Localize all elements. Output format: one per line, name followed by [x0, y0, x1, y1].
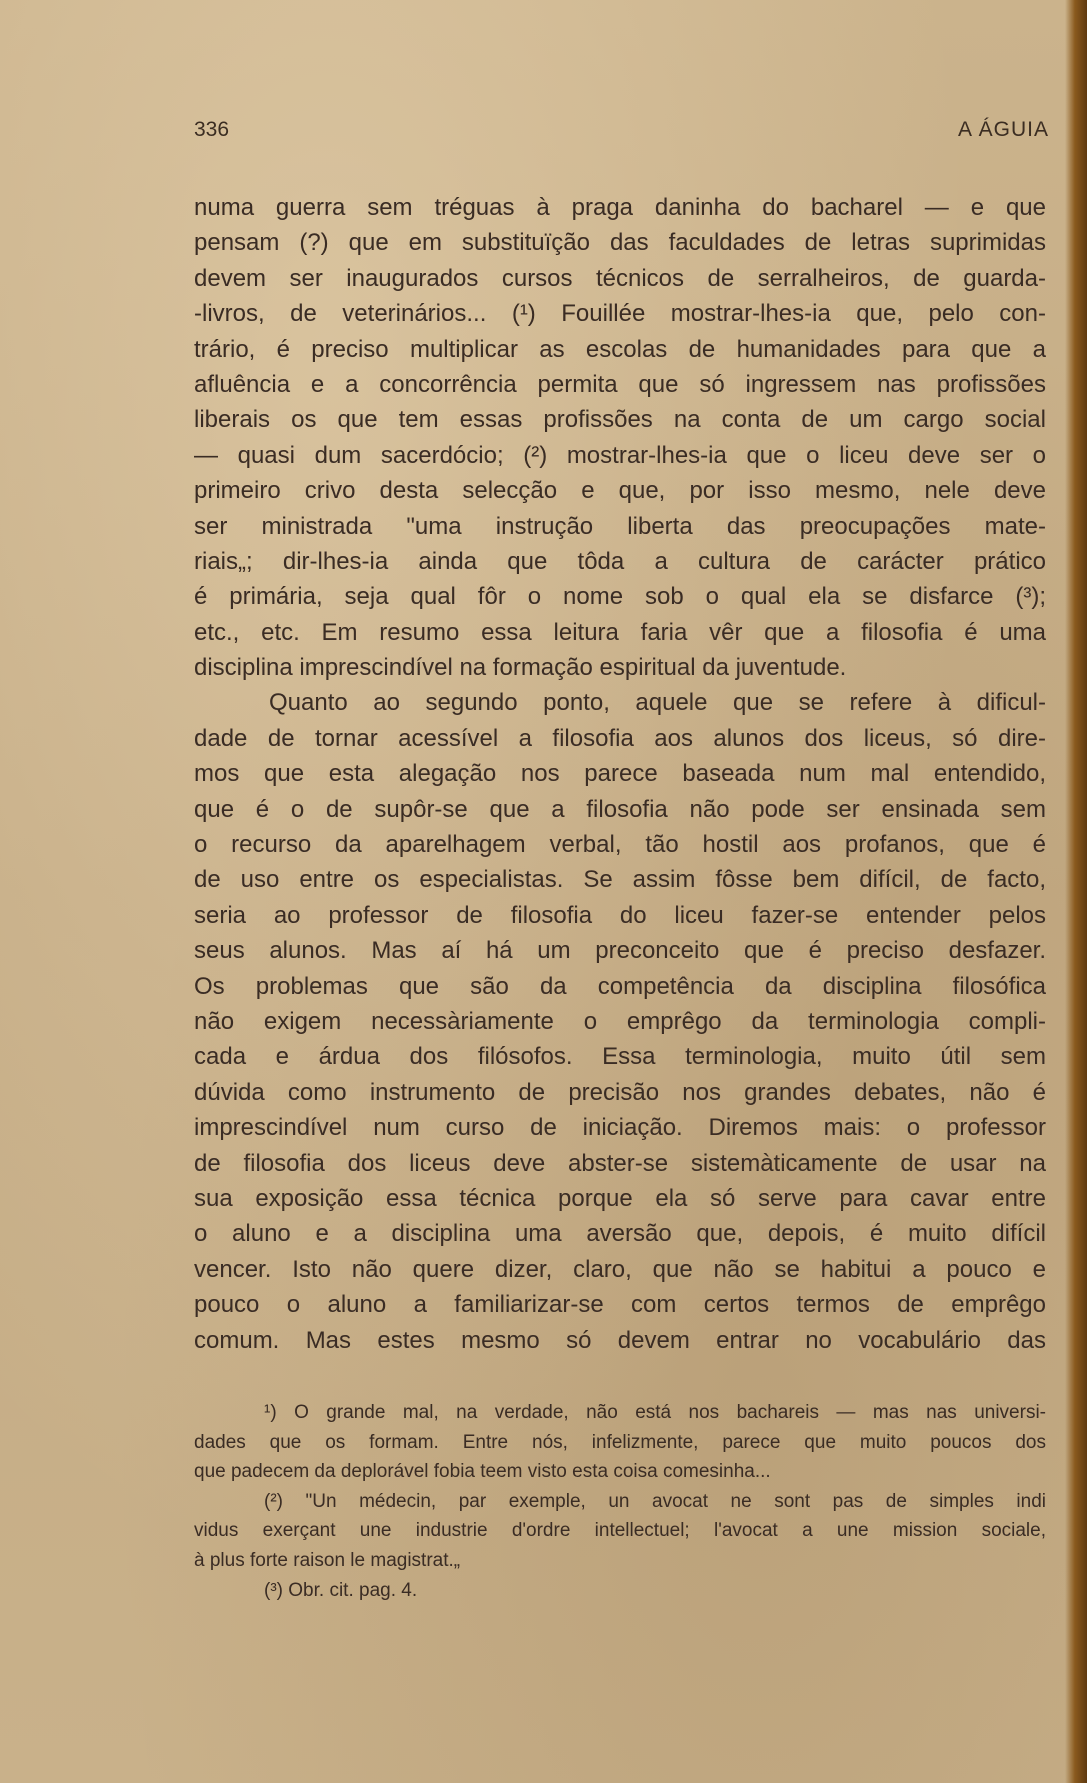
text-line: de uso entre os especialistas. Se assim fôsse bem difícil, de facto, [194, 866, 1046, 894]
text-line: mos que esta alegação nos parece baseada num mal entendido, [194, 760, 1046, 788]
text-line: é primária, seja qual fôr o nome sob o qual ela se disfarce (³); [194, 583, 1046, 611]
page-edge [1065, 0, 1087, 1783]
text-line: pensam (?) que em substituïção das faculdades de letras suprimidas [194, 229, 1046, 257]
running-title: A ÁGUIA [957, 118, 1049, 141]
text-line: o recurso da aparelhagem verbal, tão hostil aos profanos, que é [194, 831, 1046, 859]
page-header [194, 118, 1049, 148]
text-line: imprescindível num curso de iniciação. Diremos mais: o professor [194, 1114, 1046, 1142]
footnote-line: (³) Obr. cit. pag. 4. [264, 1579, 418, 1601]
footnote-line: (²) "Un médecin, par exemple, un avocat ne sont pas de simples indi [264, 1490, 1046, 1512]
text-line: — quasi dum sacerdócio; (²) mostrar-lhes-ia que o liceu deve ser o [194, 441, 1046, 469]
text-line: disciplina imprescindível na formação espiritual da juventude. [194, 654, 847, 682]
text-line: dúvida como instrumento de precisão nos grandes debates, não é [194, 1078, 1046, 1106]
footnotes [194, 1398, 1046, 1605]
page-number: 336 [194, 118, 230, 141]
text-line: não exigem necessàriamente o emprêgo da terminologia compli- [194, 1007, 1046, 1035]
text-line: afluência e a concorrência permita que só ingressem nas profissões [194, 370, 1046, 398]
text-line: Quanto ao segundo ponto, aquele que se refere à dificul- [269, 689, 1046, 717]
text-line: numa guerra sem tréguas à praga daninha do bacharel — e que [194, 194, 1046, 221]
text-line: -livros, de veterinários... (¹) Fouillée mostrar-lhes-ia que, pelo con- [194, 300, 1046, 328]
text-line: dade de tornar acessível a filosofia aos alunos dos liceus, só dire- [194, 724, 1046, 752]
footnote-line: dades que os formam. Entre nós, infelizmente, parece que muito poucos dos [194, 1431, 1046, 1453]
text-line: seria ao professor de filosofia do liceu fazer-se entender pelos [194, 901, 1046, 929]
text-line: ser ministrada "uma instrução liberta das preocupações mate- [194, 512, 1046, 540]
text-line: pouco o aluno a familiarizar-se com certos termos de emprêgo [194, 1291, 1046, 1319]
text-line: comum. Mas estes mesmo só devem entrar no vocabulário das [194, 1326, 1046, 1354]
text-line: vencer. Isto não quere dizer, claro, que não se habitui a pouco e [194, 1255, 1046, 1283]
footnote-line: vidus exerçant une industrie d'ordre intellectuel; l'avocat a une mission sociale, [194, 1520, 1046, 1542]
text-line: liberais os que tem essas profissões na conta de um cargo social [194, 406, 1046, 434]
text-line: cada e árdua dos filósofos. Essa terminologia, muito útil sem [194, 1043, 1046, 1071]
text-line: o aluno e a disciplina uma aversão que, depois, é muito difícil [194, 1220, 1046, 1248]
text-line: sua exposição essa técnica porque ela só serve para cavar entre [194, 1184, 1046, 1212]
text-line: primeiro crivo desta selecção e que, por isso mesmo, nele deve [194, 477, 1046, 505]
text-line: que é o de supôr-se que a filosofia não pode ser ensinada sem [194, 795, 1046, 823]
text-line: de filosofia dos liceus deve abster-se sistemàticamente de usar na [194, 1149, 1046, 1177]
body-text [194, 190, 1046, 1358]
text-line: trário, é preciso multiplicar as escolas de humanidades para que a [194, 335, 1046, 363]
text-line: Os problemas que são da competência da disciplina filosófica [194, 972, 1046, 1000]
footnote-line: ¹) O grande mal, na verdade, não está nos bachareis — mas nas universi- [264, 1402, 1046, 1423]
footnote-line: à plus forte raison le magistrat.„ [194, 1549, 461, 1571]
footnote-line: que padecem da deplorável fobia teem visto esta coisa comesinha... [194, 1461, 771, 1483]
text-line: seus alunos. Mas aí há um preconceito que é preciso desfazer. [194, 937, 1046, 965]
text-line: etc., etc. Em resumo essa leitura faria vêr que a filosofia é uma [194, 618, 1046, 646]
text-line: devem ser inaugurados cursos técnicos de serralheiros, de guarda- [194, 264, 1046, 292]
text-line: riais„; dir-lhes-ia ainda que tôda a cultura de carácter prático [194, 547, 1046, 575]
